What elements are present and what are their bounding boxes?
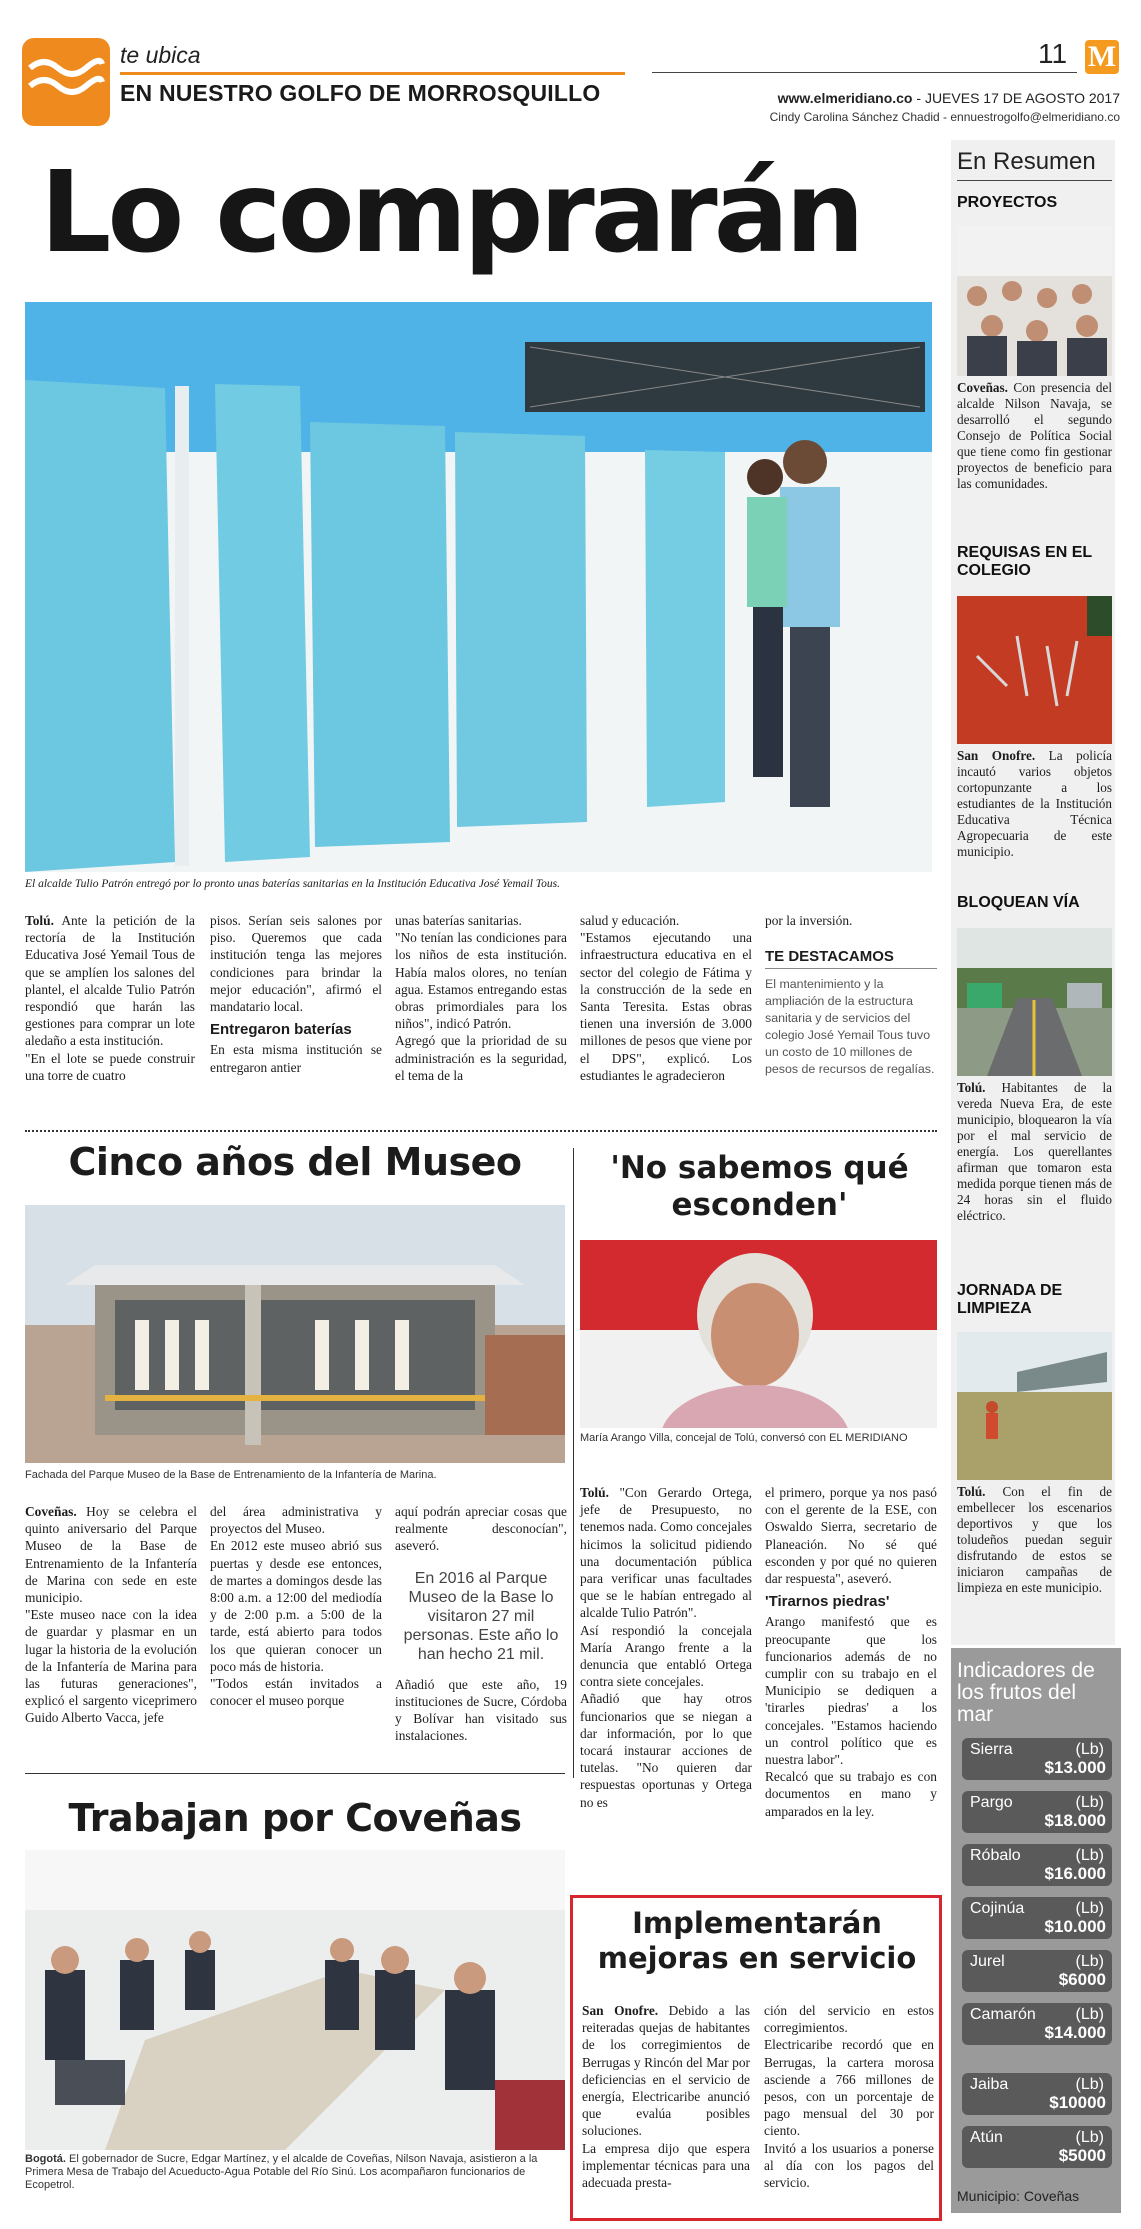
fish-unit: (Lb) bbox=[1075, 2006, 1104, 2023]
sidebar-photo-requisas bbox=[957, 596, 1112, 744]
main-dateline: Tolú. bbox=[25, 913, 54, 928]
fish-name: Jaiba bbox=[970, 2076, 1009, 2093]
sidebar-text-limpieza bbox=[957, 1484, 1112, 1596]
meeting-room-image bbox=[25, 1850, 565, 2150]
fish-unit: (Lb) bbox=[1075, 1794, 1104, 1811]
fish-price: $10.000 bbox=[1044, 1917, 1106, 1936]
section-title: EN NUESTRO GOLFO DE MORROSQUILLO bbox=[120, 80, 601, 106]
main-photo-caption: El alcalde Tulio Patrón entregó por lo pronto unas baterías sanitarias en la Institución Educativa José Yemail Tous. bbox=[25, 878, 560, 890]
nosabemos-col-2 bbox=[765, 1484, 937, 1820]
fish-unit: (Lb) bbox=[1075, 2076, 1104, 2093]
page-number: 11 bbox=[1038, 38, 1068, 69]
section-kicker: te ubica bbox=[120, 42, 201, 68]
museo-col-1 bbox=[25, 1503, 197, 1727]
nosabemos-dateline: Tolú. bbox=[580, 1485, 609, 1500]
fish-name: Jurel bbox=[970, 1953, 1005, 1970]
sidebar-dateline: San Onofre. bbox=[957, 748, 1036, 763]
mejoras-dateline: San Onofre. bbox=[582, 2003, 659, 2018]
fish-title: Indicadores de los frutos del mar bbox=[957, 1659, 1095, 1726]
sidebar-text: Con presencia del alcalde Nilson Navaja, se desarrolló el segundo Consejo de Política Social que tiene como fin gestionar proyectos de beneficio para las comunidades. bbox=[957, 380, 1112, 491]
fish-unit: (Lb) bbox=[1075, 1741, 1104, 1758]
sidebar-photo-limpieza bbox=[957, 1332, 1112, 1480]
museo-headline: Cinco años del Museo bbox=[68, 1140, 522, 1184]
fish-unit: (Lb) bbox=[1075, 1953, 1104, 1970]
fish-name: Sierra bbox=[970, 1741, 1013, 1758]
fish-price: $13.000 bbox=[1044, 1758, 1106, 1777]
fish-item bbox=[962, 1791, 1112, 1833]
brand-logo bbox=[1085, 40, 1119, 74]
site-url[interactable]: www.elmeridiano.co bbox=[777, 90, 913, 106]
school-restroom-image bbox=[25, 302, 932, 872]
main-subhead: Entregaron baterías bbox=[210, 1021, 352, 1039]
main-col-2 bbox=[210, 912, 382, 1076]
sidebar-heading-requisas: REQUISAS EN EL COLEGIO bbox=[957, 544, 1092, 579]
council-meeting-image bbox=[957, 226, 1112, 376]
fish-item bbox=[962, 1897, 1112, 1939]
fish-unit: (Lb) bbox=[1075, 2129, 1104, 2146]
highlight-title: TE DESTACAMOS bbox=[765, 948, 937, 969]
sidebar-text: Habitantes de la vereda Nueva Era, de este municipio, bloquearon la vía por el mal servicio de energía. Los querellantes afirman que tomaron esta medida porque tienen más de 24 horas sin el fluido eléctrico. bbox=[957, 1080, 1112, 1223]
museo-pullquote: En 2016 al Parque Museo de la Base lo visitaron 27 mil personas. Este año lo han hecho 21 mil. bbox=[403, 1569, 559, 1663]
fish-price: $6000 bbox=[1058, 1970, 1106, 1989]
mejoras-col-2: ción del servicio en estos corregimientos. Electricaribe recordó que en Berrugas, la cartera morosa asciende a 766 millones de pesos, con un porcentaje de pago mensual del 30 por ciento. Invitó a los usuarios a ponerse al día con los pagos del servicio. bbox=[764, 2003, 934, 2191]
museo-col3-text-b: Añadió que este año, 19 instituciones de Sucre, Córdoba y Bolívar han visitado sus instalaciones. bbox=[395, 1676, 567, 1744]
highlight-text: El mantenimiento y la ampliación de la estructura sanitaria y de servicios del colegio José Yemail Tous tuvo un costo de 10 millones de pesos de recursos de regalías. bbox=[765, 977, 935, 1076]
sidebar-rule bbox=[957, 180, 1112, 181]
nosabemos-caption: María Arango Villa, concejal de Tolú, conversó con EL MERIDIANO bbox=[580, 1432, 908, 1444]
fish-item bbox=[962, 2073, 1112, 2115]
museo-col1-text: Hoy se celebra el quinto aniversario del Parque Museo de la Base de Entrenamiento de la Infantería de Marina con sede en este municipio. "Este museo nace con la idea de guardar y plasmar en un lugar la historia de la evolución de la Infantería de Marina para las futuras generaciones", explicó el sargento viceprimero Guido Alberto Vacca, jefe bbox=[25, 1504, 197, 1726]
museo-col-2: del área administrativa y proyectos del Museo. En 2012 este museo abrió sus puertas y desde ese entonces, de martes a domingos desde las 8:00 a.m. a 12:00 del mediodía y de 2:00 p.m. a 5:00 de la tarde, está abierto para todos los que quieran conocer un poco más de historia. "Todos están invitados a conocer el museo porque bbox=[210, 1504, 382, 1709]
sidebar-heading-limpieza: JORNADA DE LIMPIEZA bbox=[957, 1282, 1063, 1317]
section-logo bbox=[22, 38, 110, 126]
fish-name: Pargo bbox=[970, 1794, 1013, 1811]
sidebar-text-bloquean bbox=[957, 1080, 1112, 1224]
covenas-dateline: Bogotá. bbox=[25, 2153, 66, 2165]
fish-item bbox=[962, 1738, 1112, 1780]
fish-item bbox=[962, 1950, 1112, 1992]
confiscated-objects-image bbox=[957, 596, 1112, 744]
nosabemos-headline: 'No sabemos qué esconden' bbox=[610, 1150, 909, 1223]
mejoras-col-1 bbox=[582, 2002, 750, 2191]
main-col-4: salud y educación. "Estamos ejecutando una infraestructura educativa en el sector del colegio de Fátima y la construcción de la sede en Santa Teresita. Estas obras tienen una inversión de 3.000 millones de pesos que viene por el DPS", explicó. Los estudiantes le agradecieron bbox=[580, 913, 752, 1083]
fish-name: Camarón bbox=[970, 2006, 1036, 2023]
fish-price: $5000 bbox=[1058, 2146, 1106, 2165]
fish-unit: (Lb) bbox=[1075, 1900, 1104, 1917]
sidebar-dateline: Tolú. bbox=[957, 1080, 986, 1095]
main-col-5: por la inversión. bbox=[765, 913, 853, 928]
sidebar-text-proyectos bbox=[957, 380, 1112, 492]
museum-facade-image bbox=[25, 1205, 565, 1463]
covenas-caption-text: El gobernador de Sucre, Edgar Martínez, y el alcalde de Coveñas, Nilson Navaja, asistieron a la Primera Mesa de Trabajo del Acueducto-Agua Potable del Río Sinú. Los acompañaron funcionarios de Ecopetrol. bbox=[25, 2153, 538, 2191]
byline: Cindy Carolina Sánchez Chadid - ennuestrogolfo@elmeridiano.co bbox=[769, 110, 1120, 124]
museo-caption: Fachada del Parque Museo de la Base de Entrenamiento de la Infantería de Marina. bbox=[25, 1469, 437, 1481]
nosabemos-col1-text: "Con Gerardo Ortega, jefe de Presupuesto, no tenemos nada. Como concejales hicimos la solicitud pidiendo una documentación pública para verificar unas facultades que se le habían entregado al alcalde Tulio Patrón". Así respondió la concejala María Arango frente a la denuncia que entabló Ortega contra siete concejales. Añadió que hay otros funcionarios que se niegan a dar información, por lo que tocará instaurar acciones de tutelas. "No quieren dar respuestas oportunas y Ortega no es bbox=[580, 1485, 752, 1810]
covenas-caption bbox=[25, 2150, 565, 2192]
issue-date: - JUEVES 17 DE AGOSTO 2017 bbox=[916, 90, 1120, 106]
sidebar-text: La policía incautó varios objetos cortopunzante a los estudiantes de la Institución Educativa Técnica Agropecuaria de este municipio. bbox=[957, 748, 1112, 859]
museo-col3-text: aquí podrán apreciar cosas que realmente desconocían", aseveró. bbox=[395, 1504, 567, 1554]
fish-price: $14.000 bbox=[1044, 2023, 1106, 2042]
main-col1-text: Ante la petición de la rectoría de la Institución Educativa José Yemail Tous de que se amplíen los salones del plantel, el alcalde Tulio Patrón respondió que harán las gestiones para comprar un lote aledaño a esta institución. "En el lote se puede construir una torre de cuatro bbox=[25, 913, 195, 1083]
sidebar-title: En Resumen bbox=[957, 148, 1096, 175]
councilwoman-portrait-image bbox=[580, 1240, 937, 1428]
main-col2-text: pisos. Serían seis salones por piso. Queremos que cada institución tenga las mejores condiciones para brindar la mejor educación", afirmó el mandatario local. bbox=[210, 913, 382, 1015]
main-headline: Lo comprarán bbox=[40, 148, 861, 278]
mejoras-headline: Implementarán mejoras en servicio bbox=[597, 1906, 917, 1975]
fish-price: $10000 bbox=[1049, 2093, 1106, 2112]
dateline bbox=[745, 90, 1120, 106]
sidebar-dateline: Tolú. bbox=[957, 1484, 986, 1499]
nosabemos-col-1 bbox=[580, 1484, 752, 1811]
sidebar-text: Con el fin de embellecer los escenarios deportivos y que los toludeños puedan seguir disfrutando de estos se iniciaron campañas de limpieza en este municipio. bbox=[957, 1484, 1112, 1595]
main-photo bbox=[25, 302, 932, 872]
fish-name: Atún bbox=[970, 2129, 1003, 2146]
fish-unit: (Lb) bbox=[1075, 1847, 1104, 1864]
sidebar-text-requisas bbox=[957, 748, 1112, 860]
fish-price: $16.000 bbox=[1044, 1864, 1106, 1883]
header-rule bbox=[652, 72, 1077, 73]
fish-price: $18.000 bbox=[1044, 1811, 1106, 1830]
fish-footer: Municipio: Coveñas bbox=[957, 2188, 1080, 2204]
nosabemos-col2-text-b: Arango manifestó que es preocupante que los funcionarios además de no cumplir con su trabajo en el Municipio se dediquen a 'tirarles piedras' a los concejales. "Estamos haciendo un control político que es nuestra labor". Recalcó que su trabajo es con documentos en mano y amparados en la ley. bbox=[765, 1614, 937, 1819]
sidebar-dateline: Coveñas. bbox=[957, 380, 1008, 395]
covenas-photo bbox=[25, 1850, 565, 2150]
sidebar-photo-proyectos bbox=[957, 226, 1112, 376]
museo-dateline: Coveñas. bbox=[25, 1504, 77, 1519]
main-col2-text-b: En esta misma institución se entregaron antier bbox=[210, 1042, 382, 1075]
cleanup-campaign-image bbox=[957, 1332, 1112, 1480]
fish-item bbox=[962, 2126, 1112, 2168]
sidebar-heading-bloquean: BLOQUEAN VÍA bbox=[957, 894, 1080, 911]
fish-name: Róbalo bbox=[970, 1847, 1021, 1864]
divider bbox=[25, 1130, 937, 1132]
divider bbox=[25, 1773, 565, 1774]
brand-letter: M bbox=[1087, 40, 1117, 73]
sidebar-photo-bloquean bbox=[957, 928, 1112, 1076]
highlight-box bbox=[765, 948, 937, 1078]
museo-col-3 bbox=[395, 1503, 567, 1744]
fish-name: Cojinúa bbox=[970, 1900, 1025, 1917]
road-blockade-image bbox=[957, 928, 1112, 1076]
museo-photo bbox=[25, 1205, 565, 1463]
main-col-1 bbox=[25, 912, 195, 1084]
waves-icon bbox=[22, 38, 110, 126]
fish-item bbox=[962, 2003, 1112, 2045]
fish-item bbox=[962, 1844, 1112, 1886]
nosabemos-subhead: 'Tirarnos piedras' bbox=[765, 1593, 890, 1611]
section-rule bbox=[120, 72, 625, 75]
covenas-headline: Trabajan por Coveñas bbox=[68, 1796, 522, 1840]
sidebar-heading-proyectos: PROYECTOS bbox=[957, 194, 1058, 211]
main-col-3: unas baterías sanitarias. "No tenían las condiciones para los niños de esta institución. Había malos olores, no tenían agua. Estamos entregando estas obras primordiales para los niños", indicó Patrón. Agregó que la prioridad de su administración es la seguridad, el tema de la bbox=[395, 913, 567, 1083]
mejoras-col1-text: Debido a las reiteradas quejas de habitantes de los corregimientos de Berrugas y Rincón del Mar por deficiencias en el servicio de energía, Electricaribe anunció que evalúa posibles soluciones. La empresa dijo que espera implementar técnicas para una adecuada presta- bbox=[582, 2003, 750, 2191]
column-divider bbox=[573, 1148, 574, 1778]
nosabemos-col2-text: el primero, porque ya nos pasó con el gerente de la ESE, con Oswaldo Sierra, secretario de Planeación. No sé qué esconden y por qué no quieren dar respuesta", aseveró. bbox=[765, 1485, 937, 1587]
nosabemos-photo bbox=[580, 1240, 937, 1428]
